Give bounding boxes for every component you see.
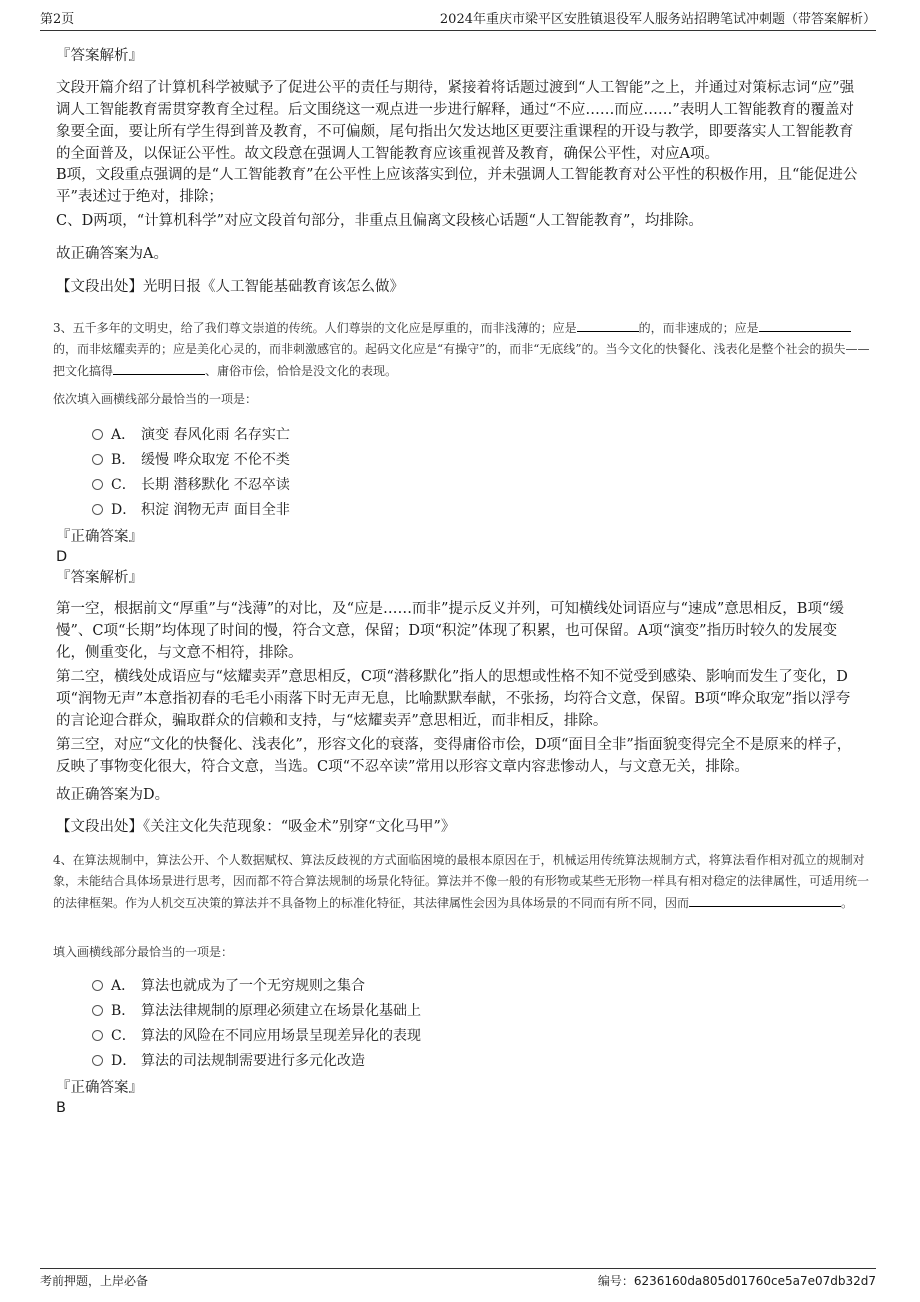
footer-slogan: 考前押题，上岸必备 bbox=[40, 1274, 149, 1288]
analysis-paragraph: B项，文段重点强调的是“人工智能教育”在公平性上应该落实到位，并未强调人工智能教育对公平性的积极作用，且“能促进公平”表述过于绝对，排除； bbox=[56, 167, 858, 205]
radio-icon[interactable] bbox=[92, 1055, 103, 1066]
radio-icon[interactable] bbox=[92, 429, 103, 440]
fill-blank bbox=[113, 360, 205, 375]
page-header bbox=[40, 10, 876, 31]
analysis-paragraph: 第三空，对应“文化的快餐化、浅表化”，形容文化的衰落，变得庸俗市侩，D项“面目全非”指面貌变得完全不是原来的样子，反映了事物变化很大，符合文意，当选。C项“不忍卒读”常用以形容文章内容悲惨动人，与文意无关，排除。 bbox=[56, 737, 852, 775]
page-number: 第2页 bbox=[40, 12, 75, 27]
correct-answer-heading: 『正确答案』 bbox=[56, 1080, 143, 1096]
answer-conclusion: 故正确答案为D。 bbox=[56, 787, 170, 803]
analysis-heading: 『答案解析』 bbox=[56, 48, 143, 64]
question-instruction: 填入画横线部分最恰当的一项是： bbox=[53, 945, 234, 959]
question-stem: 3、五千多年的文明史，给了我们尊文崇道的传统。人们尊崇的文化应是厚重的，而非浅薄的；应是 的，而非速成的；应是的，而非炫耀卖弄的；应是美化心灵的，而非刺激感官的。起码文化应是“有操守”的，而非“无底线”的。当今文化的快餐化、浅表化是整个社会的损失——把文化搞得 、庸俗市侩，恰恰是没文化的表现。 bbox=[53, 317, 871, 382]
radio-icon[interactable] bbox=[92, 980, 103, 991]
option-c[interactable]: C． 算法的风险在不同应用场景呈现差异化的表现 bbox=[92, 1026, 421, 1046]
option-c[interactable]: C． 长期 潜移默化 不忍卒读 bbox=[92, 475, 290, 495]
option-a[interactable]: A． 演变 春风化雨 名存实亡 bbox=[92, 425, 290, 445]
analysis-paragraph: 第一空，根据前文“厚重”与“浅薄”的对比，及“应是……而非”提示反义并列，可知横线处词语应与“速成”意思相反，B项“缓慢”、C项“长期”均体现了时间的慢，符合文意，保留；D项“积淀”体现了积累，也可保留。A项“演变”指历时较久的发展变化，侧重变化，与文意不相符，排除。 bbox=[56, 601, 844, 661]
option-b[interactable]: B． 缓慢 哗众取宠 不伦不类 bbox=[92, 450, 290, 470]
radio-icon[interactable] bbox=[92, 504, 103, 515]
analysis-heading: 『答案解析』 bbox=[56, 570, 143, 586]
question-stem: 4、在算法规制中，算法公开、个人数据赋权、算法反歧视的方式面临困境的最根本原因在于，机械运用传统算法规制方式，将算法看作相对孤立的规制对象，未能结合具体场景进行思考，因而都不符合算法规制的场景化特征。算法并不像一般的有形物或某些无形物一样具有相对稳定的法律属性，可适用统一的法律框架。作为人机交互决策的算法并不具备物上的标准化特征，其法律属性会因为具体场景的不同而有所不同，因而 。 bbox=[53, 853, 870, 910]
page-footer bbox=[40, 1268, 876, 1289]
radio-icon[interactable] bbox=[92, 479, 103, 490]
analysis-paragraph: C、D两项，“计算机科学”对应文段首句部分，非重点且偏离文段核心话题“人工智能教育”，均排除。 bbox=[56, 213, 703, 229]
correct-answer-heading: 『正确答案』 bbox=[56, 529, 143, 545]
analysis-paragraph: 第二空，横线处成语应与“炫耀卖弄”意思相反，C项“潜移默化”指人的思想或性格不知不觉受到感染、影响而发生了变化，D项“润物无声”本意指初春的毛毛小雨落下时无声无息，比喻默默奉献，不张扬，均符合文意，保留。B项“哗众取宠”指以浮夸的言论迎合群众，骗取群众的信赖和支持，与“炫耀卖弄”意思相近，而非相反，排除。 bbox=[56, 669, 851, 729]
text-source: 【文段出处】《关注文化失范现象：“吸金术”别穿“文化马甲”》 bbox=[56, 819, 456, 835]
fill-blank bbox=[689, 892, 841, 907]
analysis-paragraph: 文段开篇介绍了计算机科学被赋予了促进公平的责任与期待，紧接着将话题过渡到“人工智能”之上，并通过对策标志词“应”强调人工智能教育需贯穿教育全过程。后文围绕这一观点进一步进行解释，通过“不应……而应……”表明人工智能教育的覆盖对象要全面，要让所有学生得到普及教育，不可偏颇，尾句指出欠发达地区更要注重课程的开设与教学，即要落实人工智能教育的全面普及，以保证公平性。故文段意在强调人工智能教育应该重视普及教育，确保公平性，对应A项。 bbox=[56, 80, 855, 162]
option-d[interactable]: D． 算法的司法规制需要进行多元化改造 bbox=[92, 1051, 365, 1071]
document-id: 编号：6236160da805d01760ce5a7e07db32d7 bbox=[597, 1274, 876, 1288]
correct-answer: D bbox=[56, 549, 68, 565]
option-d[interactable]: D． 积淀 润物无声 面目全非 bbox=[92, 500, 290, 520]
fill-blank bbox=[577, 317, 639, 332]
option-a[interactable]: A． 算法也就成为了一个无穷规则之集合 bbox=[92, 976, 365, 996]
correct-answer: B bbox=[56, 1100, 66, 1116]
fill-blank bbox=[759, 317, 851, 332]
answer-conclusion: 故正确答案为A。 bbox=[56, 246, 168, 262]
radio-icon[interactable] bbox=[92, 454, 103, 465]
text-source: 【文段出处】光明日报《人工智能基础教育该怎么做》 bbox=[56, 279, 404, 295]
radio-icon[interactable] bbox=[92, 1005, 103, 1016]
document-title: 2024年重庆市梁平区安胜镇退役军人服务站招聘笔试冲刺题（带答案解析） bbox=[439, 12, 876, 27]
option-b[interactable]: B． 算法法律规制的原理必须建立在场景化基础上 bbox=[92, 1001, 421, 1021]
question-instruction: 依次填入画横线部分最恰当的一项是： bbox=[53, 392, 258, 406]
radio-icon[interactable] bbox=[92, 1030, 103, 1041]
